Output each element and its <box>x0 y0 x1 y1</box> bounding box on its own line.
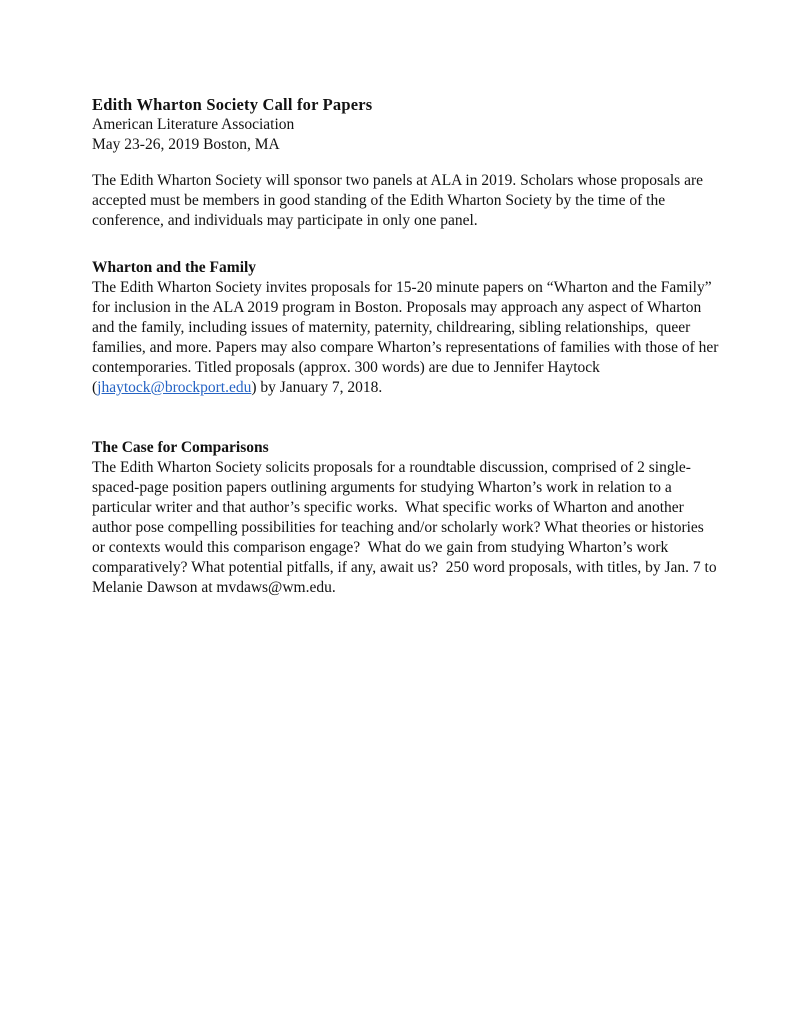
organization-line: American Literature Association <box>92 116 295 133</box>
section-text-after-link: ) by January 7, 2018. <box>251 379 383 396</box>
section-heading-wharton-family: Wharton and the Family <box>92 259 257 276</box>
date-location-line: May 23-26, 2019 Boston, MA <box>92 136 280 153</box>
document-content <box>92 95 723 598</box>
section-case-for-comparisons <box>92 438 720 598</box>
document-header <box>92 95 720 155</box>
section-heading-case-comparisons: The Case for Comparisons <box>92 439 269 456</box>
section-wharton-and-the-family <box>92 258 723 398</box>
section-body-case-comparisons: The Edith Wharton Society solicits proposals for a roundtable discussion, comprised of 2 single-spaced-page position papers outlining arguments for studying Wharton’s work in relation to a particular writer and that author’s specific works. What specific works of Wharton and another author pose compelling possibilities for teaching and/or scholarly work? What theories or histories or contexts would this comparison engage? What do we gain from studying Wharton’s work comparatively? What potential pitfalls, if any, await us? 250 word proposals, with titles, by Jan. 7 to Melanie Dawson at mvdaws@wm.edu. <box>92 459 721 596</box>
email-link-jhaytock[interactable]: jhaytock@brockport.edu <box>97 379 252 396</box>
section-body-wharton-family <box>92 278 723 398</box>
intro-paragraph: The Edith Wharton Society will sponsor two panels at ALA in 2019. Scholars whose proposals are accepted must be members in good standing of the Edith Wharton Society by the time of the conference, and individuals may participate in only one panel. <box>92 172 707 229</box>
section-text-before-link: The Edith Wharton Society invites proposals for 15-20 minute papers on “Wharton and the Family” for inclusion in the ALA 2019 program in Boston. Proposals may approach any aspect of Wharton and the family, including issues of maternity, paternity, childrearing, sibling relationships, queer families, and more. Papers may also compare Wharton’s representations of families with those of her contemporaries. Titled proposals (approx. 300 words) are due to Jennifer Haytock ( <box>92 279 723 396</box>
document-title: Edith Wharton Society Call for Papers <box>92 95 373 114</box>
